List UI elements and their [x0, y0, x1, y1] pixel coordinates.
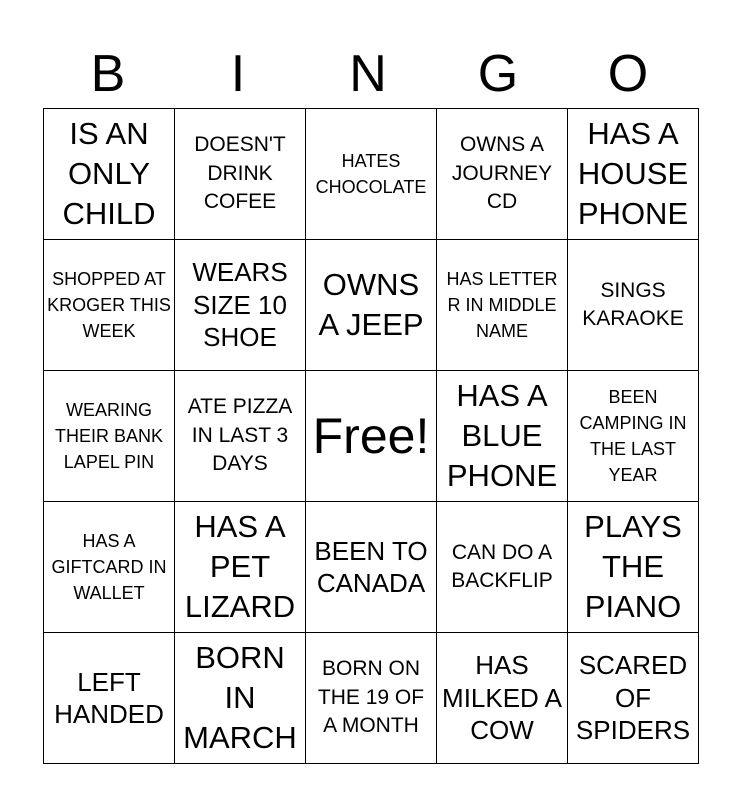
bingo-cell[interactable] [44, 240, 175, 371]
header-letter-o: O [607, 45, 649, 103]
bingo-cell[interactable] [437, 240, 568, 371]
board-row [44, 240, 699, 371]
header-letter-g: G [477, 45, 519, 103]
bingo-cell[interactable] [306, 633, 437, 764]
header-letter-n: N [349, 45, 387, 103]
board-row [44, 371, 699, 502]
cell-text: SCARED OF SPIDERS [575, 650, 691, 746]
cell-text: WEARING THEIR BANK LAPEL PIN [54, 399, 164, 473]
bingo-board [43, 108, 699, 764]
cell-text: OWNS A JOURNEY CD [451, 133, 553, 214]
bingo-cell[interactable] [306, 109, 437, 240]
bingo-cell[interactable] [44, 371, 175, 502]
cell-text: HAS A HOUSE PHONE [577, 115, 689, 232]
cell-text: HAS MILKED A COW [442, 650, 562, 746]
bingo-cell[interactable] [175, 109, 306, 240]
cell-text: BEEN TO CANADA [314, 535, 428, 598]
header-letter-i: I [230, 45, 246, 103]
cell-text: WEARS SIZE 10 SHOE [192, 257, 288, 353]
board-row [44, 502, 699, 633]
bingo-cell[interactable] [175, 633, 306, 764]
cell-text: SINGS KARAOKE [582, 278, 684, 330]
bingo-cell[interactable] [44, 109, 175, 240]
bingo-cell[interactable] [437, 502, 568, 633]
board-row [44, 109, 699, 240]
free-space-text: Free! [312, 407, 430, 464]
cell-text: HATES CHOCOLATE [315, 150, 427, 197]
board-row [44, 633, 699, 764]
bingo-cell[interactable] [306, 502, 437, 633]
cell-text: HAS A PET LIZARD [184, 508, 296, 625]
cell-text: IS AN ONLY CHILD [62, 115, 156, 232]
cell-text: HAS A GIFTCARD IN WALLET [51, 530, 167, 604]
cell-text: BEEN CAMPING IN THE LAST YEAR [579, 386, 687, 486]
bingo-cell[interactable] [175, 240, 306, 371]
cell-text: OWNS A JEEP [318, 266, 424, 342]
cell-text: BORN IN MARCH [183, 639, 297, 756]
bingo-cell[interactable] [44, 633, 175, 764]
cell-text: SHOPPED AT KROGER THIS WEEK [47, 268, 171, 342]
cell-text: ATE PIZZA IN LAST 3 DAYS [187, 395, 293, 476]
header-letter-b: B [90, 45, 126, 103]
cell-text: HAS A BLUE PHONE [446, 377, 558, 494]
bingo-cell[interactable] [306, 240, 437, 371]
cell-text: LEFT HANDED [54, 666, 164, 729]
cell-text: BORN ON THE 19 OF A MONTH [317, 657, 425, 738]
bingo-cell[interactable] [568, 109, 699, 240]
bingo-cell[interactable] [175, 502, 306, 633]
bingo-cell[interactable] [437, 633, 568, 764]
bingo-cell[interactable] [437, 371, 568, 502]
bingo-cell[interactable] [175, 371, 306, 502]
bingo-cell[interactable] [568, 502, 699, 633]
bingo-header [43, 40, 693, 108]
cell-text: CAN DO A BACKFLIP [451, 540, 553, 592]
cell-text: HAS LETTER R IN MIDDLE NAME [446, 268, 558, 342]
bingo-cell[interactable] [44, 502, 175, 633]
cell-text: DOESN'T DRINK COFEE [194, 133, 286, 214]
bingo-cell[interactable] [568, 371, 699, 502]
bingo-cell[interactable] [568, 633, 699, 764]
cell-text: PLAYS THE PIANO [584, 508, 682, 625]
bingo-cell[interactable] [568, 240, 699, 371]
free-space-cell[interactable] [306, 371, 437, 502]
bingo-cell[interactable] [437, 109, 568, 240]
